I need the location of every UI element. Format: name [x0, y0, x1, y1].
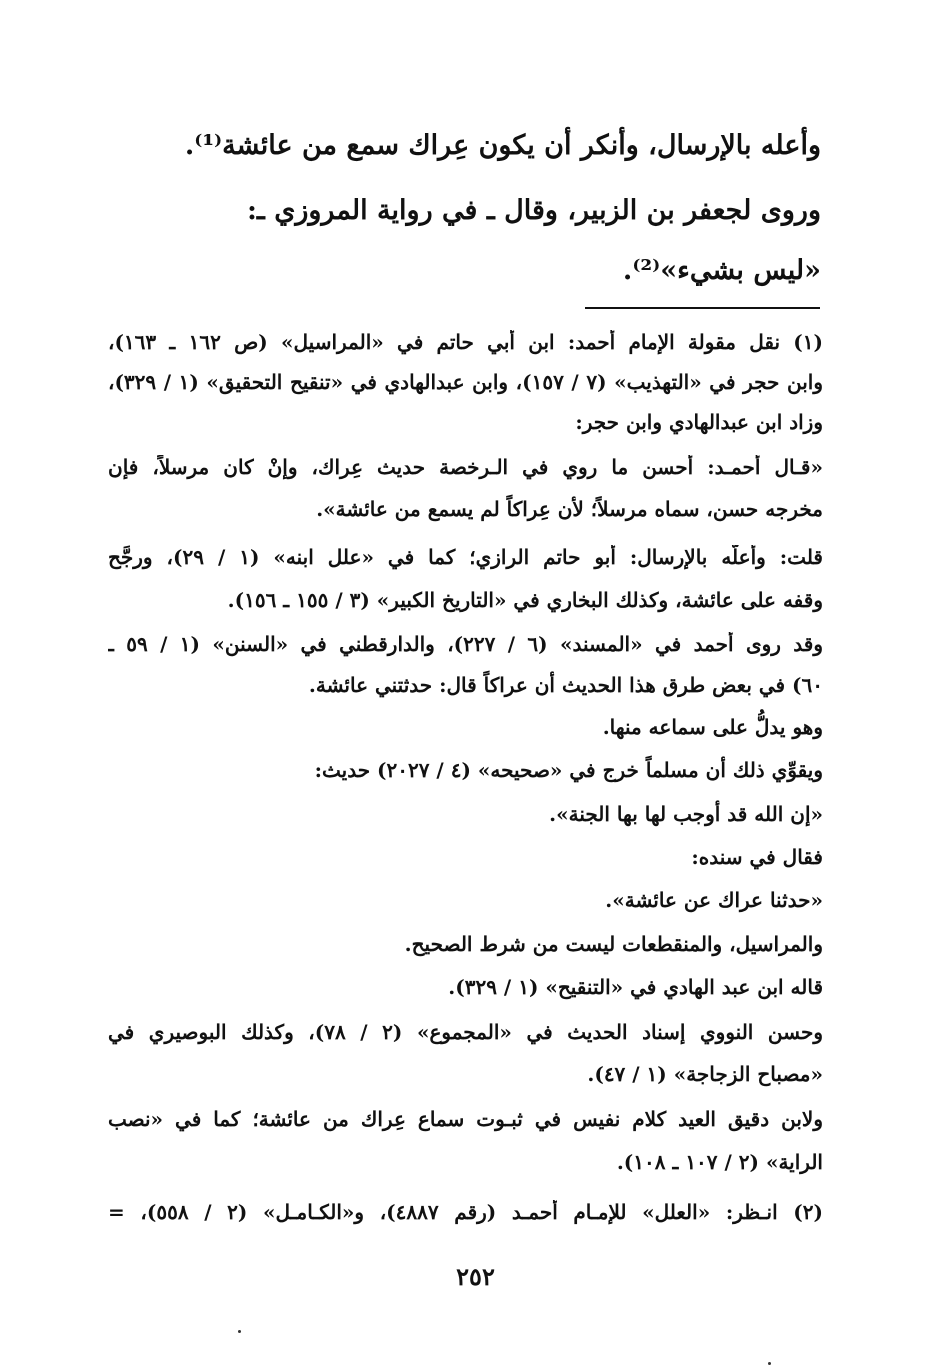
footnote-1-line-13: فقال في سنده:	[691, 845, 823, 869]
footnote-1-line-14: «حدثنا عراك عن عائشة».	[605, 888, 823, 912]
scan-speck	[238, 1330, 241, 1333]
footnote-2-line-1: (٢) انـظر: «العلل» للإمـام أحمـد (رقم ٤٨٨٧)، و«الكـامـل» (٢ / ٥٥٨)، =	[108, 1200, 823, 1224]
footnote-1-line-3: وزاد ابن عبدالهادي وابن حجر:	[575, 410, 823, 434]
footnote-1-line-15: والمراسيل، والمنقطعات ليست من شرط الصحيح.	[404, 932, 823, 956]
main-text-line-3: «ليس بشيء»⁽²⁾.	[622, 255, 821, 286]
footnote-1-line-9: ٦٠) في بعض طرق هذا الحديث أن عراكاً قال: حدثتني عائشة.	[308, 673, 823, 697]
footnote-separator	[585, 307, 820, 309]
footnote-1-line-8: وقد روى أحمد في «المسند» (٦ / ٢٢٧)، والدارقطني في «السنن» (١ / ٥٩ ـ	[108, 632, 823, 656]
footnote-1-line-1: (١) نقل مقولة الإمام أحمد: ابن أبي حاتم في «المراسيل» (ص ١٦٢ ـ ١٦٣)،	[108, 330, 823, 354]
footnote-1-line-5: مخرجه حسن، سماه مرسلاً؛ لأن عِراكاً لم يسمع من عائشة».	[316, 497, 823, 521]
footnote-1-line-16: قاله ابن عبد الهادي في «التنقيح» (١ / ٣٢٩).	[448, 975, 823, 999]
footnote-1-line-11: ويقوِّي ذلك أن مسلماً خرج في «صحيحه» (٤ / ٢٠٢٧) حديث:	[314, 758, 823, 782]
main-text-line-1: وأعله بالإرسال، وأنكر أن يكون عِراك سمع من عائشة⁽¹⁾.	[184, 130, 821, 161]
footnote-1-line-4: «قـال أحمـد: أحسن ما روي في الـرخصة حديث عِراك، وإنْ كان مرسلاً، فإن	[108, 455, 823, 479]
main-text-line-2: وروى لجعفر بن الزبير، وقال ـ في رواية المروزي ـ:	[246, 195, 821, 226]
footnote-1-line-7: وقفه على عائشة، وكذلك البخاري في «التاريخ الكبير» (٣ / ١٥٥ ـ ١٥٦).	[227, 588, 823, 612]
footnote-1-line-18: «مصباح الزجاجة» (١ / ٤٧).	[587, 1062, 823, 1086]
footnote-1-line-17: وحسن النووي إسناد الحديث في «المجموع» (٢ / ٧٨)، وكذلك البوصيري في	[108, 1020, 823, 1044]
scan-speck	[768, 1362, 771, 1365]
footnote-1-line-12: «إن الله قد أوجب لها بها الجنة».	[549, 802, 823, 826]
page-number: ٢٥٢	[456, 1262, 495, 1291]
footnote-1-line-10: وهو يدلُّ على سماعه منها.	[602, 715, 823, 739]
footnote-1-line-20: الراية» (٢ / ١٠٧ ـ ١٠٨).	[616, 1150, 823, 1174]
footnote-1-line-6: قلت: وأعلّه بالإرسال: أبو حاتم الرازي؛ كما في «علل ابنه» (١ / ٢٩)، ورجَّح	[108, 545, 823, 569]
footnote-1-line-2: وابن حجر في «التهذيب» (٧ / ١٥٧)، وابن عبدالهادي في «تنقيح التحقيق» (١ / ٣٢٩)،	[108, 370, 823, 394]
footnote-1-line-19: ولابن دقيق العيد كلام نفيس في ثبـوت سماع عِراك من عائشة؛ كما في «نصب	[108, 1107, 823, 1131]
